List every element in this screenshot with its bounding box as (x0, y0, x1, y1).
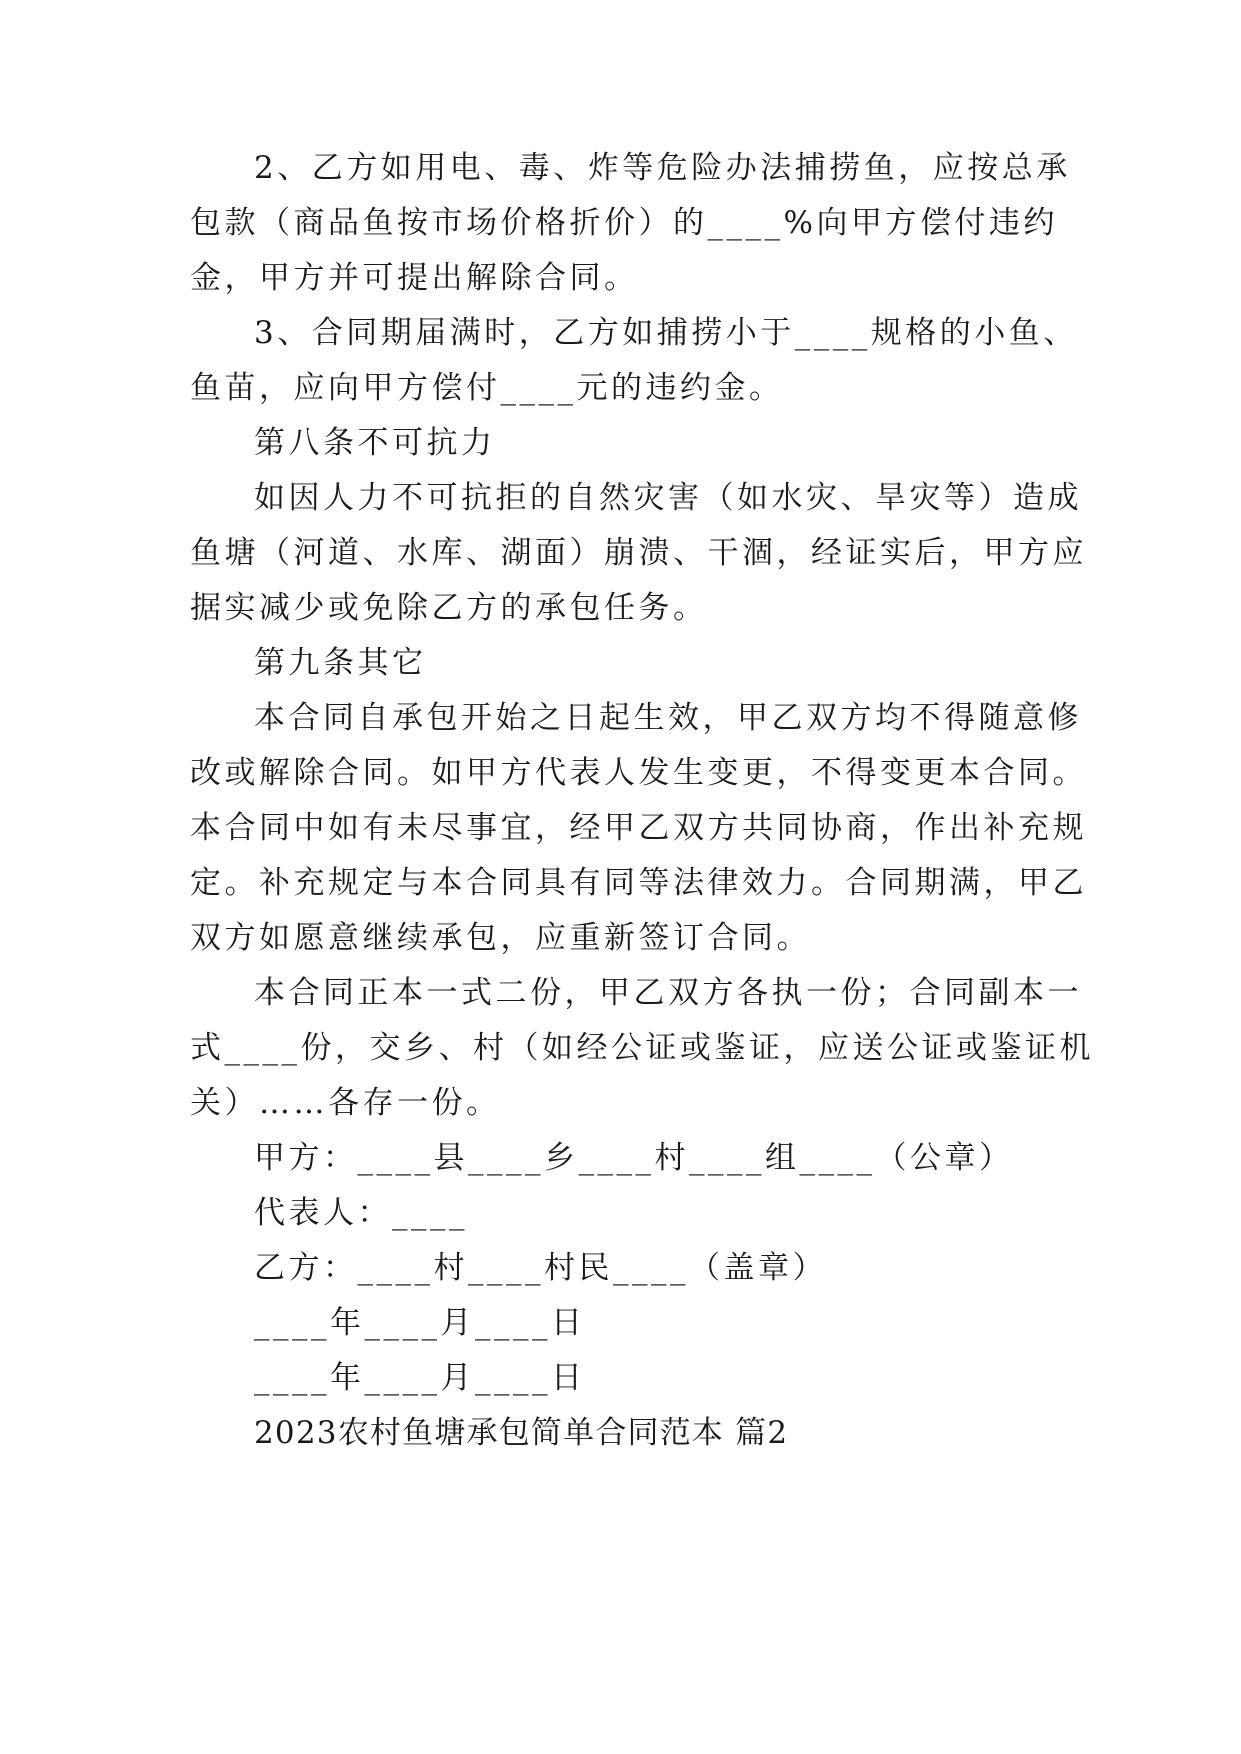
date-line-2: ____年____月____日 (254, 1360, 586, 1396)
date-line-1: ____年____月____日 (254, 1305, 586, 1341)
clause-7-item-3-line-2: 鱼苗，应向甲方偿付____元的违约金。 (190, 370, 784, 406)
copies-paragraph-line-2: 式____份，交乡、村（如经公证或鉴证，应送公证或鉴证机 (190, 1030, 1094, 1066)
clause-7-item-2-line-3: 金，甲方并可提出解除合同。 (190, 260, 639, 296)
clause-8-body-line-1: 如因人力不可抗拒的自然灾害（如水灾、旱灾等）造成 (254, 480, 1082, 516)
clause-9-body-line-5: 双方如愿意继续承包，应重新签订合同。 (190, 920, 811, 956)
section-title-part-2: 2023农村鱼塘承包简单合同范本 篇2 (254, 1415, 789, 1451)
clause-8-heading: 第八条不可抗力 (254, 425, 496, 461)
clause-9-body-line-1: 本合同自承包开始之日起生效，甲乙双方均不得随意修 (254, 700, 1082, 736)
clause-9-body-line-3: 本合同中如有未尽事宜，经甲乙双方共同协商，作出补充规 (190, 810, 1087, 846)
clause-7-item-3-line-1: 3、合同期届满时，乙方如捕捞小于____规格的小鱼、 (254, 315, 1078, 351)
copies-paragraph-line-1: 本合同正本一式二份，甲乙双方各执一份；合同副本一 (254, 975, 1082, 1011)
clause-9-body-line-2: 改或解除合同。如甲方代表人发生变更，不得变更本合同。 (190, 755, 1087, 791)
clause-9-heading: 第九条其它 (254, 645, 427, 681)
clause-8-body-line-3: 据实减少或免除乙方的承包任务。 (190, 590, 708, 626)
clause-7-item-2-line-2: 包款（商品鱼按市场价格折价）的____%向甲方偿付违约 (190, 205, 1058, 241)
representative-line: 代表人：____ (254, 1195, 468, 1231)
clause-7-item-2-line-1: 2、乙方如用电、毒、炸等危险办法捕捞鱼，应按总承 (254, 150, 1071, 186)
clause-8-body-line-2: 鱼塘（河道、水库、湖面）崩溃、干涸，经证实后，甲方应 (190, 535, 1087, 571)
party-b-signature-line: 乙方：____村____村民____（盖章） (254, 1250, 827, 1286)
party-a-signature-line: 甲方：____县____乡____村____组____（公章） (254, 1140, 1014, 1176)
copies-paragraph-line-3: 关）……各存一份。 (190, 1085, 501, 1121)
clause-9-body-line-4: 定。补充规定与本合同具有同等法律效力。合同期满，甲乙 (190, 865, 1087, 901)
